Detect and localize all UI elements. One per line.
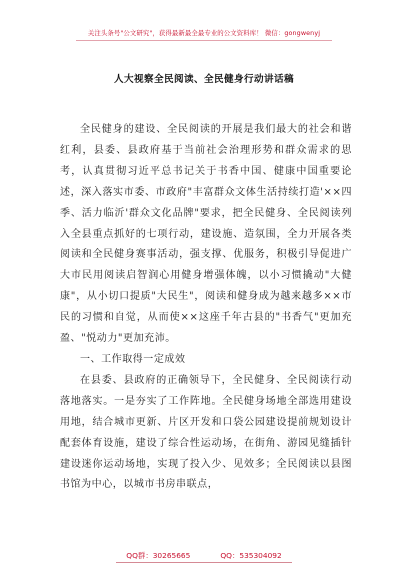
footer-divider [116, 562, 292, 563]
section-heading: 一、工作取得一定成效 [80, 353, 186, 365]
footer-qq-group: QQ群：30265665 [126, 551, 191, 560]
footer-qq-number: QQ：535304092 [220, 551, 282, 560]
page-title: 人大视察全民阅读、全民健身行动讲话稿 [114, 74, 294, 85]
header-divider [76, 40, 332, 41]
body-paragraph-section-one: 在县委、县政府的正确领导下，全民健身、全民阅读行动落地落实。一是夯实了工作阵地。全民健身场地全部选用建设用地，结合城市更新、片区开发和口袋公园建设提前规划设计配套体育设施，建设了综合性运动场，在街角、游园见缝插针建设迷你运动场地，实现了投入少、见效多；全民阅读以县图书馆为中心，以城市书房串联点， [60, 374, 352, 491]
body-paragraph-intro: 全民健身的建设、全民阅读的开展是我们最大的社会和谐红利，县委、县政府基于当前社会治理形势和群众需求的思考，认真贯彻习近平总书记关于书香中国、健康中国重要论述，深入落实市委、市政府"丰富群众文体生活持续打造'××四季、活力临沂'群众文化品牌"要求，把全民健身、全民阅读列入全县重点抓好的七项行动，建设施、造氛围，全力开展各类阅读和全民健身赛事活动，强支撑、优服务，积极引导促进广大市民用阅读启智润心用健身增强体魄，以小习惯撬动"大健康"，从小切口提质"大民生"，阅读和健身成为越来越多××市民的习惯和自觉，从而使××这座千年古县的"书香气"更加充盈、"悦动力"更加充沛。 [60, 124, 352, 345]
header-banner: 关注头条号"公文研究"，获得最新最全最专业的公文资料库！ 微信：gongwenyj [87, 29, 321, 37]
footer-contact [0, 550, 408, 561]
document-body [60, 120, 352, 496]
